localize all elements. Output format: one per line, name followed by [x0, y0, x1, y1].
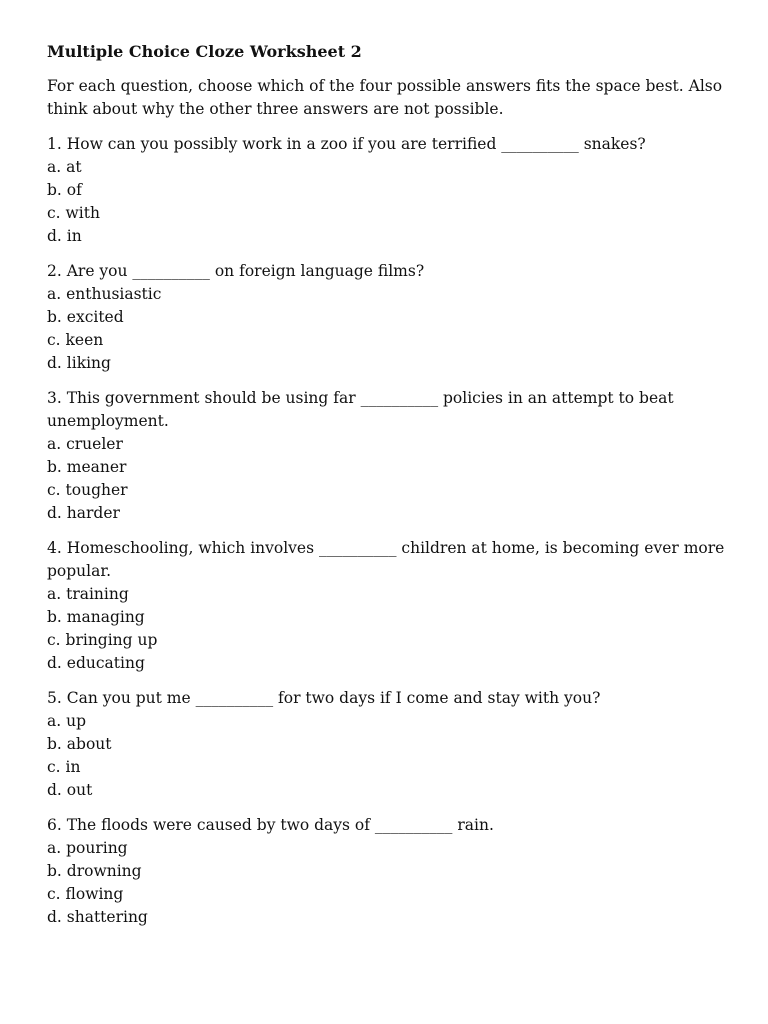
option-b: b. managing	[47, 608, 145, 626]
option-a: a. pouring	[47, 839, 128, 857]
question-text: 3. This government should be using far __________ policies in an attempt to beat unemployment.	[47, 389, 674, 430]
option-d: d. liking	[47, 354, 111, 372]
option-a: a. at	[47, 158, 82, 176]
question-text: 2. Are you __________ on foreign language films?	[47, 262, 425, 280]
option-c: c. with	[47, 204, 100, 222]
option-b: b. about	[47, 735, 112, 753]
question-5	[47, 687, 737, 802]
option-d: d. out	[47, 781, 93, 799]
question-text: 1. How can you possibly work in a zoo if you are terrified __________ snakes?	[47, 135, 646, 153]
option-d: d. shattering	[47, 908, 148, 926]
option-c: c. tougher	[47, 481, 128, 499]
question-6	[47, 814, 737, 929]
answer-options	[47, 433, 737, 525]
instructions: For each question, choose which of the four possible answers fits the space best. Also think about why the other three answers are not possible.	[47, 77, 723, 118]
option-a: a. enthusiastic	[47, 285, 162, 303]
option-c: c. in	[47, 758, 81, 776]
worksheet-page	[47, 40, 737, 941]
answer-options	[47, 283, 737, 375]
question-text: 6. The floods were caused by two days of __________ rain.	[47, 816, 494, 834]
option-d: d. in	[47, 227, 82, 245]
option-a: a. crueler	[47, 435, 123, 453]
option-c: c. keen	[47, 331, 104, 349]
question-1	[47, 133, 737, 248]
answer-options	[47, 710, 737, 802]
option-b: b. drowning	[47, 862, 142, 880]
question-text: 4. Homeschooling, which involves __________ children at home, is becoming ever more popular.	[47, 539, 725, 580]
option-b: b. meaner	[47, 458, 127, 476]
question-2	[47, 260, 737, 375]
answer-options	[47, 156, 737, 248]
option-c: c. flowing	[47, 885, 124, 903]
question-3	[47, 387, 737, 525]
option-a: a. up	[47, 712, 86, 730]
answer-options	[47, 837, 737, 929]
worksheet-title: Multiple Choice Cloze Worksheet 2	[47, 42, 362, 61]
answer-options	[47, 583, 737, 675]
option-a: a. training	[47, 585, 129, 603]
option-d: d. educating	[47, 654, 145, 672]
option-d: d. harder	[47, 504, 120, 522]
question-text: 5. Can you put me __________ for two days if I come and stay with you?	[47, 689, 601, 707]
option-b: b. excited	[47, 308, 124, 326]
question-4	[47, 537, 737, 675]
option-b: b. of	[47, 181, 82, 199]
option-c: c. bringing up	[47, 631, 158, 649]
